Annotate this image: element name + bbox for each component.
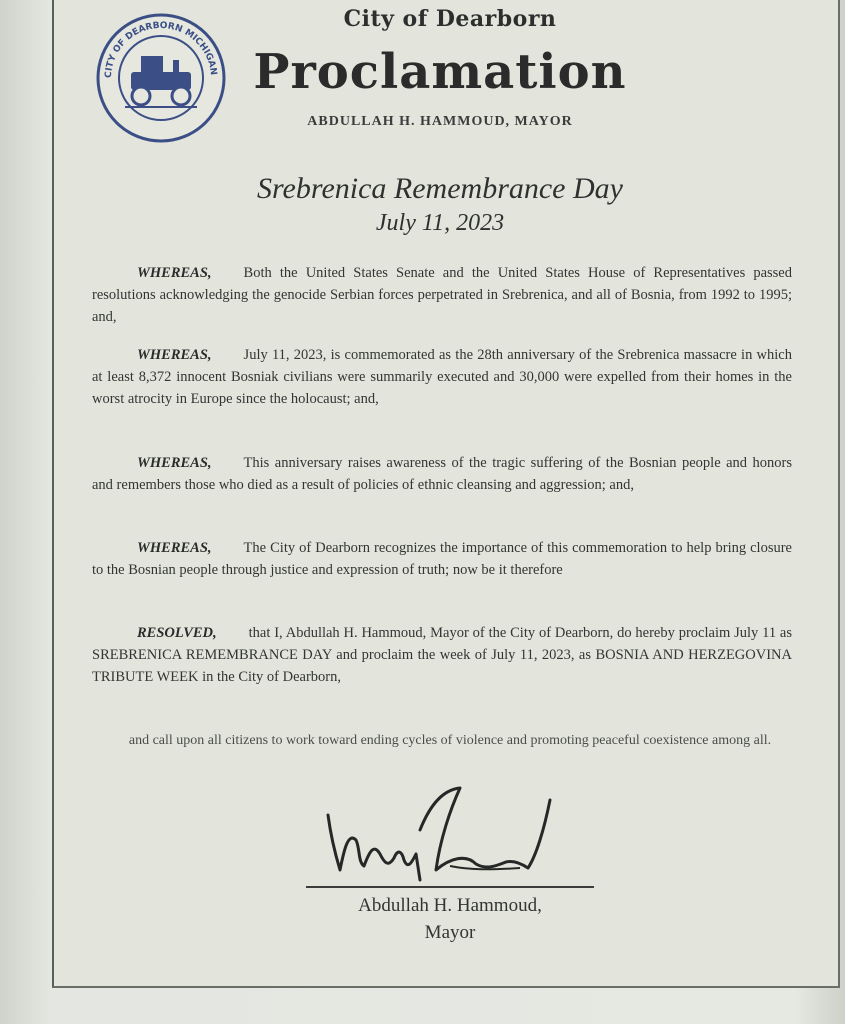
event-date: July 11, 2023 [375, 210, 505, 236]
signature-line [306, 886, 594, 888]
city-name: City of Dearborn [343, 6, 557, 32]
signatory-name: Abdullah H. Hammoud, [358, 895, 542, 916]
city-seal-icon [95, 12, 227, 144]
whereas-paragraph [92, 537, 792, 581]
paragraph-text: that I, Abdullah H. Hammoud, Mayor of the City of Dearborn, do hereby proclaim July 11 as SREBRENICA REMEMBRANCE DAY and proclaim the week of July 11, 2023, as BOSNIA AND HERZEGOVINA TRIBUTE WEEK in the City of Dearborn, [92, 625, 792, 685]
paragraph-text: July 11, 2023, is commemorated as the 28th anniversary of the Srebrenica massacre in which at least 8,372 innocent Bosniak civilians were summarily executed and 30,000 were expelled from their homes in the worst atrocity in Europe since the holocaust; and, [92, 347, 792, 407]
event-title: Srebrenica Remembrance Day [257, 172, 623, 205]
paragraph-keyword: WHEREAS, [137, 265, 212, 281]
signature-icon [300, 770, 600, 900]
paragraph-keyword: RESOLVED, [137, 625, 217, 641]
whereas-paragraph [92, 344, 792, 410]
paragraph-text: This anniversary raises awareness of the tragic suffering of the Bosnian people and honors and remembers those who died as a result of policies of ethnic cleansing and aggression; and, [92, 455, 792, 493]
seal-ring-text: CITY OF DEARBORN MICHIGAN [103, 20, 219, 79]
whereas-paragraph [92, 452, 792, 496]
resolved-paragraph [92, 622, 792, 688]
mayor-line: ABDULLAH H. HAMMOUD, MAYOR [307, 114, 573, 129]
paragraph-keyword: WHEREAS, [137, 455, 212, 471]
paragraph-text: Both the United States Senate and the United States House of Representatives passed resolutions acknowledging the genocide Serbian forces perpetrated in Srebrenica, and all of Bosnia, from 1992 to 1995; and, [92, 265, 792, 325]
paragraph-keyword: WHEREAS, [137, 347, 212, 363]
whereas-paragraph [92, 262, 792, 328]
paragraph-keyword: WHEREAS, [137, 540, 212, 556]
closing-statement: and call upon all citizens to work toward ending cycles of violence and promoting peaceful coexistence among all. [128, 733, 772, 748]
signatory-title: Mayor [424, 922, 476, 943]
paragraph-text: The City of Dearborn recognizes the importance of this commemoration to help bring closure to the Bosnian people through justice and expression of truth; now be it therefore [92, 540, 792, 578]
document-title: Proclamation [253, 44, 627, 100]
